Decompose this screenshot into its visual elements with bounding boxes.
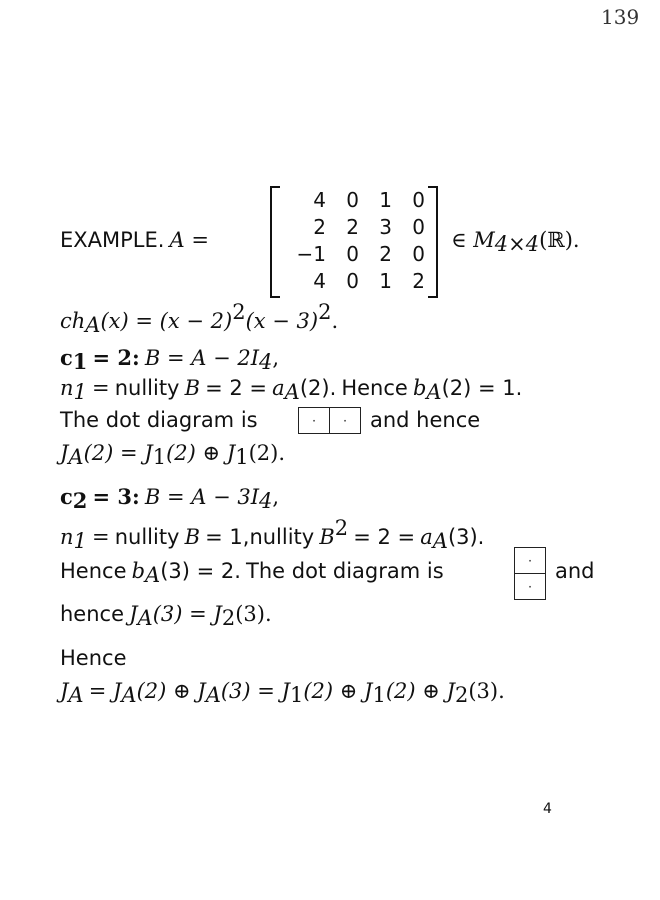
dot-cell: · xyxy=(514,547,546,574)
c1-B: B xyxy=(184,376,201,400)
c2-J-sub: A xyxy=(137,606,153,630)
c2-hence2: hence xyxy=(60,602,125,626)
matrix-space xyxy=(451,228,580,256)
case2-hence-line xyxy=(60,559,444,587)
c1-a: a xyxy=(272,376,285,400)
c1-J-sub: A xyxy=(68,445,84,469)
cp-factor1: (x) = (x − 2) xyxy=(100,309,233,333)
cp-ch: ch xyxy=(60,309,86,333)
case2-c-sub: 2 xyxy=(72,488,88,513)
matrix-right-bracket xyxy=(428,186,438,298)
conclusion-jordan-form xyxy=(60,679,505,707)
case1-dot-after: and hence xyxy=(370,408,481,432)
matrix-row xyxy=(282,240,425,267)
c2-J: J xyxy=(129,602,138,626)
matrix-cell: 2 xyxy=(313,214,326,239)
c1-J2-sub: 1 xyxy=(235,445,249,469)
matrix-cell: 4 xyxy=(313,268,326,293)
matrix-entries xyxy=(282,186,425,294)
c2-nullity2: nullity xyxy=(249,525,315,549)
cc-JA2-sub: A xyxy=(121,683,137,707)
c2-J-mid: (3) = J xyxy=(152,602,222,626)
case1-dot-diagram xyxy=(298,407,361,434)
cc-eq1: = J xyxy=(88,679,122,703)
cc-J: J xyxy=(60,679,69,703)
example-line xyxy=(60,228,209,252)
case1-I-sub: 4 xyxy=(259,350,273,374)
c1-a-arg: (2). xyxy=(299,376,337,400)
c1-hence: Hence xyxy=(341,376,408,400)
c1-J-end: (2). xyxy=(248,441,286,465)
case1-dot-text: The dot diagram is xyxy=(60,408,258,432)
case2-value: = 3: xyxy=(92,484,140,509)
case2-heading xyxy=(60,484,279,513)
cc-p1: (2) ⊕ J xyxy=(303,679,373,703)
cc-J-sub: A xyxy=(68,683,84,707)
c1-n: n xyxy=(60,376,74,400)
case2-dot-diagram xyxy=(514,547,546,600)
matrix-space-sub: 4×4 xyxy=(494,232,540,256)
case2-B-def: B = A − 3I xyxy=(144,485,260,509)
cp-end: . xyxy=(331,309,339,333)
matrix-space-symbol: ∈ M xyxy=(451,228,495,252)
c1-eq: = xyxy=(92,376,110,400)
case2-I-sub: 4 xyxy=(259,489,273,513)
c2-b: b xyxy=(131,559,146,583)
footer-page-number: 4 xyxy=(543,801,552,817)
c1-rest: = 2 = xyxy=(205,376,268,400)
case2-dot-after: and xyxy=(555,559,595,583)
case2-jordan-line xyxy=(60,602,272,630)
c2-b-sub: A xyxy=(145,563,161,587)
cp-exp2: 2 xyxy=(318,300,332,324)
c1-J-mid: (2) = J xyxy=(83,441,153,465)
cc-J1a-sub: 1 xyxy=(289,683,304,707)
case2-c: c xyxy=(60,484,73,509)
matrix-cell: 0 xyxy=(346,187,359,212)
cc-JA3-sub: A xyxy=(205,683,221,707)
cc-arg2: (2) ⊕ J xyxy=(136,679,206,703)
c2-B2-exp: 2 xyxy=(334,516,349,540)
matrix-cell: 0 xyxy=(412,214,425,239)
cc-J1b-sub: 1 xyxy=(372,683,386,707)
c1-n-sub: 1 xyxy=(73,380,87,404)
cp-sub: A xyxy=(85,313,101,337)
dot-cell: · xyxy=(298,407,330,434)
matrix-cell: −1 xyxy=(296,241,326,266)
matrix-cell: 0 xyxy=(346,268,359,293)
c2-n-sub: 1 xyxy=(73,529,87,553)
c2-eq: = xyxy=(92,525,110,549)
matrix-cell: 0 xyxy=(412,187,425,212)
c1-J: J xyxy=(60,441,69,465)
c2-a-sub: A xyxy=(432,529,448,553)
matrix-cell: 1 xyxy=(379,268,392,293)
c1-nullity: nullity xyxy=(114,376,180,400)
c2-B2: B xyxy=(319,525,335,549)
c2-mid: = 1, xyxy=(205,525,250,549)
c2-a-arg: (3). xyxy=(447,525,485,549)
case1-B-def: B = A − 2I xyxy=(144,346,260,370)
c2-rest: = 2 = xyxy=(353,525,416,549)
matrix-lhs: A = xyxy=(169,228,209,252)
cc-p2: (2) ⊕ J xyxy=(385,679,455,703)
cc-J2-sub: 2 xyxy=(454,683,469,707)
matrix-row xyxy=(282,186,425,213)
c1-a-sub: A xyxy=(284,380,300,404)
characteristic-polynomial xyxy=(60,300,338,337)
c2-hence: Hence xyxy=(60,559,127,583)
matrix-left-bracket xyxy=(270,186,280,298)
case1-nullity-line xyxy=(60,376,522,404)
case2-nullity-line xyxy=(60,516,484,553)
cc-arg3: (3) = J xyxy=(220,679,290,703)
matrix-A xyxy=(270,186,438,294)
cp-factor2: (x − 3) xyxy=(245,309,319,333)
c2-J-end: (3). xyxy=(235,602,272,626)
matrix-cell: 2 xyxy=(346,214,359,239)
case2-head-end: , xyxy=(272,485,280,509)
cc-end: (3). xyxy=(468,679,505,703)
case1-jordan-line xyxy=(60,441,285,469)
c1-J-mid2: (2) ⊕ J xyxy=(166,441,236,465)
matrix-cell: 1 xyxy=(379,187,392,212)
case1-heading xyxy=(60,345,279,374)
c1-J1-sub: 1 xyxy=(152,445,167,469)
handwritten-page-number: 139 xyxy=(601,5,640,29)
conclusion-hence: Hence xyxy=(60,646,127,670)
dot-cell: · xyxy=(514,574,546,600)
case1-c-sub: 1 xyxy=(72,349,88,374)
c2-a: a xyxy=(420,525,433,549)
c2-B: B xyxy=(184,525,201,549)
matrix-cell: 2 xyxy=(412,268,425,293)
c2-nullity: nullity xyxy=(114,525,180,549)
matrix-cell: 4 xyxy=(313,187,326,212)
c2-b-arg: (3) = 2. xyxy=(160,559,241,583)
matrix-row xyxy=(282,267,425,294)
c1-b-sub: A xyxy=(426,380,442,404)
c1-b: b xyxy=(412,376,427,400)
matrix-cell: 2 xyxy=(379,241,392,266)
cp-exp1: 2 xyxy=(232,300,246,324)
c2-J2-sub: 2 xyxy=(221,606,236,630)
matrix-space-field: (ℝ). xyxy=(539,228,580,252)
matrix-cell: 0 xyxy=(346,241,359,266)
matrix-row xyxy=(282,213,425,240)
c2-n: n xyxy=(60,525,74,549)
matrix-cell: 3 xyxy=(379,214,392,239)
case1-head-end: , xyxy=(272,346,280,370)
example-label: EXAMPLE. xyxy=(60,228,165,252)
case1-value: = 2: xyxy=(92,345,140,370)
matrix-cell: 0 xyxy=(412,241,425,266)
c2-dot-text: The dot diagram is xyxy=(246,559,444,583)
dot-cell: · xyxy=(330,407,361,434)
case1-c: c xyxy=(60,345,73,370)
c1-b-arg: (2) = 1. xyxy=(441,376,523,400)
